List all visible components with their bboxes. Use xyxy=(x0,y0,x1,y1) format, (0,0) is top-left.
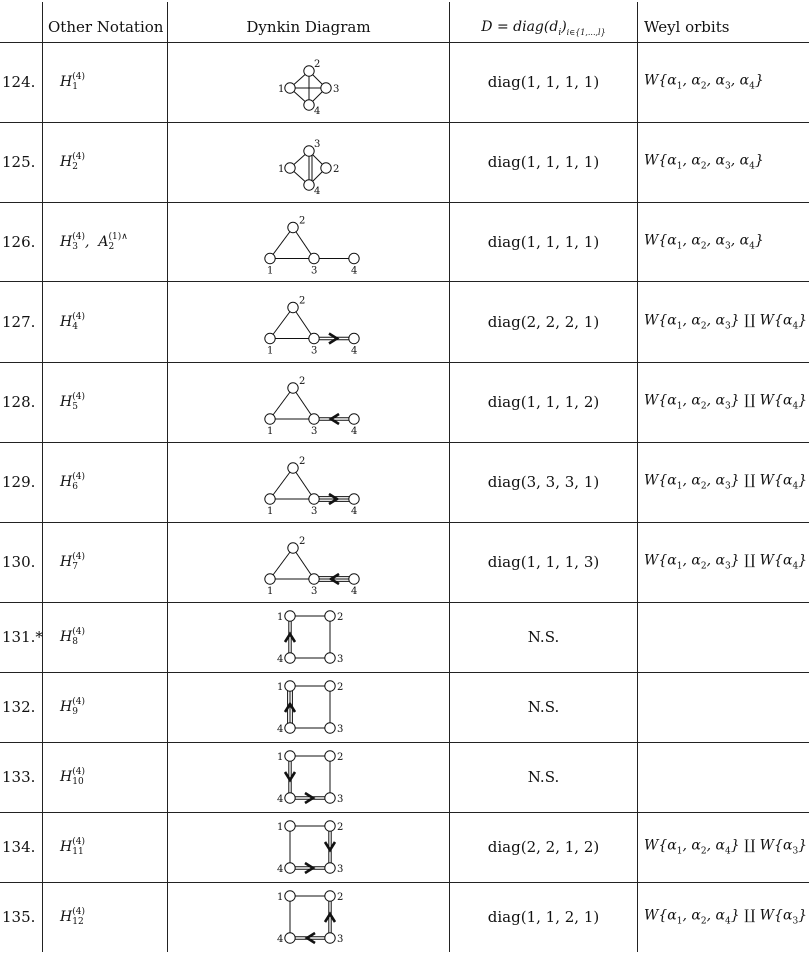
node-4 xyxy=(349,574,359,584)
header-other-notation: Other Notation xyxy=(48,18,164,36)
node-1 xyxy=(265,253,275,263)
d-matrix-value: N.S. xyxy=(527,628,560,646)
node-2 xyxy=(288,302,298,312)
table-row xyxy=(0,742,809,812)
d-matrix-value: diag(1, 1, 1, 1) xyxy=(487,73,600,91)
notation-symbol: H xyxy=(60,74,73,90)
notation-sub: 3 xyxy=(72,241,78,252)
dynkin-diagram-svg xyxy=(168,442,449,522)
dynkin-diagram xyxy=(168,362,449,442)
row-number: 129. xyxy=(2,473,36,491)
edge xyxy=(270,388,293,419)
weyl-orbits-value: $W\{\alpha_1$, $\alpha_2$, $\alpha_3$} ∐ $W\{\alpha_4\}$ xyxy=(644,392,808,412)
dynkin-diagram xyxy=(168,602,449,672)
node-label: 1 xyxy=(267,586,274,597)
notation-sup: (4) xyxy=(72,472,85,482)
table-row xyxy=(0,42,809,122)
notation-sub: 2 xyxy=(72,162,78,172)
edge xyxy=(270,548,293,579)
node-4 xyxy=(349,494,359,504)
node-label: 3 xyxy=(311,345,318,357)
node-2 xyxy=(288,222,298,232)
node-1 xyxy=(285,163,295,173)
notation-sub: 9 xyxy=(72,707,78,717)
notation-symbol: H xyxy=(60,554,73,570)
node-label: 3 xyxy=(311,426,318,437)
node-2 xyxy=(325,611,335,621)
notation-sup: (4) xyxy=(72,697,85,707)
node-4 xyxy=(304,180,314,190)
notation-alt-sup: (1)∧ xyxy=(108,231,128,242)
node-1 xyxy=(285,821,295,831)
row-number: 125. xyxy=(2,153,36,171)
dynkin-diagram-svg xyxy=(168,362,449,442)
dynkin-diagram-svg xyxy=(168,522,449,602)
arrow-icon xyxy=(305,863,313,873)
notation-sub: 1 xyxy=(72,82,78,92)
node-4 xyxy=(349,414,359,424)
notation-sub: 10 xyxy=(72,777,84,787)
node-3 xyxy=(309,333,319,343)
dynkin-diagram xyxy=(168,442,449,522)
notation-symbol: H xyxy=(60,699,73,715)
node-label: 1 xyxy=(267,265,274,277)
header-d-matrix-text: $D = diag(d_i)_{i\in\{1,...,l\}}$ xyxy=(481,19,606,38)
node-1 xyxy=(265,574,275,584)
arrow-icon xyxy=(331,414,339,424)
node-4 xyxy=(349,333,359,343)
node-label: 4 xyxy=(351,265,358,277)
d-matrix-value: diag(1, 1, 1, 1) xyxy=(487,153,600,171)
node-2 xyxy=(288,463,298,473)
notation-sub: 7 xyxy=(72,562,78,572)
node-2 xyxy=(325,681,335,691)
notation-symbol: H xyxy=(60,474,73,490)
weyl-orbits-value: $W\{\alpha_1$, $\alpha_2$, $\alpha_3$, $\alpha_4$} xyxy=(644,72,764,92)
notation-sup: (4) xyxy=(72,72,85,82)
table-row xyxy=(0,362,809,442)
notation-sub: 8 xyxy=(72,637,78,647)
notation-sub: 5 xyxy=(72,402,78,412)
row-number: 135. xyxy=(2,908,36,926)
dynkin-diagram xyxy=(168,812,449,882)
arrow-icon xyxy=(329,334,337,344)
dynkin-diagram xyxy=(168,281,449,362)
d-matrix-value: N.S. xyxy=(527,768,560,786)
notation-sup: (4) xyxy=(72,392,85,402)
notation-symbol: H xyxy=(60,313,73,330)
table-row xyxy=(0,281,809,362)
edge xyxy=(270,308,293,339)
weyl-orbits-value: $W\{\alpha_1$, $\alpha_2$, $\alpha_4$} ∐ $W\{\alpha_3\}$ xyxy=(644,837,808,857)
table-row xyxy=(0,812,809,882)
node-label: 1 xyxy=(277,892,284,903)
node-3 xyxy=(309,253,319,263)
node-label: 3 xyxy=(337,724,344,735)
arrow-icon xyxy=(285,634,295,642)
node-1 xyxy=(285,891,295,901)
dynkin-diagram-svg xyxy=(168,812,449,882)
other-notation xyxy=(60,392,85,412)
node-4 xyxy=(285,793,295,803)
node-label: 3 xyxy=(337,794,344,805)
node-2 xyxy=(304,146,314,156)
node-2 xyxy=(325,891,335,901)
node-label: 4 xyxy=(277,654,284,665)
node-3 xyxy=(325,933,335,943)
other-notation xyxy=(60,472,85,492)
weyl-orbits-value: $W\{\alpha_1$, $\alpha_2$, $\alpha_3$} ∐ $W\{\alpha_4\}$ xyxy=(644,312,808,331)
d-matrix-value: diag(1, 1, 1, 1) xyxy=(487,232,600,251)
notation-symbol: H xyxy=(60,233,73,250)
node-label: 3 xyxy=(311,586,318,597)
arrow-icon xyxy=(307,933,315,943)
dynkin-diagram-svg xyxy=(168,882,449,952)
node-label: 4 xyxy=(277,934,284,945)
node-label: 3 xyxy=(337,654,344,665)
row-number: 132. xyxy=(2,698,36,716)
dynkin-diagram-svg xyxy=(168,281,449,362)
node-label: 2 xyxy=(337,612,344,623)
d-matrix-value: diag(2, 2, 2, 1) xyxy=(487,312,600,331)
d-matrix-value: diag(3, 3, 3, 1) xyxy=(487,473,600,491)
node-3 xyxy=(309,414,319,424)
node-label: 2 xyxy=(299,215,306,227)
table-row xyxy=(0,522,809,602)
notation-alt-symbol: A xyxy=(98,233,109,250)
other-notation xyxy=(60,697,85,717)
node-label: 1 xyxy=(278,164,285,175)
notation-sub: 12 xyxy=(72,917,84,927)
node-label: 3 xyxy=(337,864,344,875)
header-d-matrix xyxy=(450,0,637,42)
d-matrix-value: diag(1, 1, 1, 2) xyxy=(487,393,600,411)
row-number: 134. xyxy=(2,838,36,856)
d-matrix-value: diag(2, 2, 1, 2) xyxy=(487,838,600,856)
arrow-icon xyxy=(325,842,335,850)
notation-sup: (4) xyxy=(72,152,85,162)
node-label: 1 xyxy=(277,822,284,833)
dynkin-diagram xyxy=(168,742,449,812)
node-label: 1 xyxy=(267,506,274,517)
node-1 xyxy=(265,333,275,343)
node-2 xyxy=(325,821,335,831)
notation-symbol: H xyxy=(60,909,73,925)
other-notation xyxy=(60,552,85,572)
other-notation: H (4) 3 , A (1)∧ 2 xyxy=(60,231,128,252)
row-number: 127. xyxy=(2,312,36,331)
d-matrix-value: N.S. xyxy=(527,698,560,716)
node-label: 3 xyxy=(311,265,318,277)
node-label: 1 xyxy=(267,426,274,437)
notation-symbol: H xyxy=(60,394,73,410)
dynkin-diagram-svg xyxy=(168,742,449,812)
notation-sup: (4) xyxy=(72,311,85,322)
node-2 xyxy=(288,383,298,393)
node-3 xyxy=(321,83,331,93)
other-notation xyxy=(60,72,85,92)
node-1 xyxy=(285,83,295,93)
table-row xyxy=(0,202,809,281)
node-label: 4 xyxy=(277,724,284,735)
header-dynkin-diagram: Dynkin Diagram xyxy=(246,18,371,36)
node-label: 1 xyxy=(278,84,285,95)
dynkin-diagram xyxy=(168,522,449,602)
other-notation xyxy=(60,152,85,172)
node-label: 4 xyxy=(314,186,321,197)
notation-sup: (4) xyxy=(72,767,85,777)
dynkin-diagram-svg xyxy=(168,42,449,122)
node-4 xyxy=(304,100,314,110)
node-2 xyxy=(288,543,298,553)
node-4 xyxy=(285,723,295,733)
node-label: 4 xyxy=(351,345,358,357)
table-row xyxy=(0,882,809,952)
node-label: 2 xyxy=(299,536,306,547)
node-3 xyxy=(325,653,335,663)
node-3 xyxy=(325,863,335,873)
node-1 xyxy=(265,494,275,504)
node-2 xyxy=(304,66,314,76)
dynkin-diagram xyxy=(168,202,449,281)
node-label: 2 xyxy=(299,456,306,467)
other-notation xyxy=(60,837,85,857)
node-label: 2 xyxy=(337,752,344,763)
node-label: 3 xyxy=(333,84,340,95)
notation-sup: (4) xyxy=(72,837,85,847)
table-row xyxy=(0,602,809,672)
node-label: 2 xyxy=(337,892,344,903)
notation-sup: (4) xyxy=(72,552,85,562)
node-1 xyxy=(285,751,295,761)
edge xyxy=(270,228,293,259)
node-3 xyxy=(325,723,335,733)
table-row xyxy=(0,442,809,522)
other-notation xyxy=(60,907,85,927)
dynkin-diagram xyxy=(168,42,449,122)
dynkin-diagram xyxy=(168,122,449,202)
node-3 xyxy=(325,793,335,803)
row-number: 128. xyxy=(2,393,36,411)
table-row xyxy=(0,672,809,742)
arrow-icon xyxy=(285,772,295,780)
notation-sub: 11 xyxy=(72,847,84,857)
node-label: 4 xyxy=(351,506,358,517)
node-label: 2 xyxy=(337,682,344,693)
node-label: 3 xyxy=(311,506,318,517)
node-4 xyxy=(285,653,295,663)
node-label: 1 xyxy=(277,752,284,763)
node-3 xyxy=(309,574,319,584)
dynkin-diagram xyxy=(168,672,449,742)
other-notation xyxy=(60,312,85,332)
node-3 xyxy=(321,163,331,173)
table-row xyxy=(0,122,809,202)
notation-sup: (4) xyxy=(72,231,85,242)
header-weyl-orbits: Weyl orbits xyxy=(644,18,730,36)
other-notation xyxy=(60,767,85,787)
node-label: 2 xyxy=(299,376,306,387)
weyl-orbits-value: $W\{\alpha_1$, $\alpha_2$, $\alpha_3$} ∐ $W\{\alpha_4\}$ xyxy=(644,552,808,572)
weyl-orbits-value: $W\{\alpha_1$, $\alpha_2$, $\alpha_3$} ∐ $W\{\alpha_4\}$ xyxy=(644,472,808,492)
node-2 xyxy=(325,751,335,761)
node-1 xyxy=(285,611,295,621)
node-label: 1 xyxy=(267,345,274,357)
node-4 xyxy=(349,253,359,263)
node-4 xyxy=(285,863,295,873)
node-label: 2 xyxy=(333,164,340,175)
dynkin-diagram xyxy=(168,882,449,952)
weyl-orbits-value: $W\{\alpha_1$, $\alpha_2$, $\alpha_4$} ∐ $W\{\alpha_3\}$ xyxy=(644,907,808,927)
row-number: 124. xyxy=(2,73,36,91)
row-number: 133. xyxy=(2,768,36,786)
notation-symbol: H xyxy=(60,629,73,645)
weyl-orbits-value: $W\{\alpha_1$, $\alpha_2$, $\alpha_3$, $\alpha_4$} xyxy=(644,232,764,251)
notation-sub: 6 xyxy=(72,482,78,492)
node-1 xyxy=(265,414,275,424)
notation-alt-sub: 2 xyxy=(108,241,115,252)
weyl-orbits-value: $W\{\alpha_1$, $\alpha_2$, $\alpha_3$, $\alpha_4$} xyxy=(644,152,764,172)
node-label: 4 xyxy=(314,106,321,117)
arrow-icon xyxy=(305,793,313,803)
dynkin-diagram-svg xyxy=(168,602,449,672)
node-label: 4 xyxy=(277,794,284,805)
dynkin-diagram-svg xyxy=(168,122,449,202)
node-label: 4 xyxy=(351,586,358,597)
notation-symbol: H xyxy=(60,154,73,170)
arrow-icon xyxy=(325,914,335,922)
row-number: 130. xyxy=(2,553,36,571)
node-label: 2 xyxy=(299,295,306,307)
d-matrix-value: diag(1, 1, 1, 3) xyxy=(487,553,600,571)
node-label: 4 xyxy=(351,426,358,437)
node-label: 4 xyxy=(277,864,284,875)
other-notation xyxy=(60,627,85,647)
node-1 xyxy=(285,681,295,691)
node-label: 1 xyxy=(277,612,284,623)
notation-sub: 4 xyxy=(72,321,78,332)
row-number: 131.* xyxy=(2,628,43,646)
edge xyxy=(270,468,293,499)
notation-sup: (4) xyxy=(72,907,85,917)
node-label: 1 xyxy=(277,682,284,693)
node-label: 3 xyxy=(314,139,321,150)
dynkin-diagram-svg xyxy=(168,672,449,742)
node-3 xyxy=(309,494,319,504)
d-matrix-value: diag(1, 1, 2, 1) xyxy=(487,908,600,926)
notation-sup: (4) xyxy=(72,627,85,637)
notation-symbol: H xyxy=(60,839,73,855)
row-number: 126. xyxy=(2,232,36,251)
notation-symbol: H xyxy=(60,769,73,785)
node-label: 3 xyxy=(337,934,344,945)
node-label: 2 xyxy=(314,59,321,70)
dynkin-diagram-svg xyxy=(168,202,449,281)
node-label: 2 xyxy=(337,822,344,833)
node-4 xyxy=(285,933,295,943)
